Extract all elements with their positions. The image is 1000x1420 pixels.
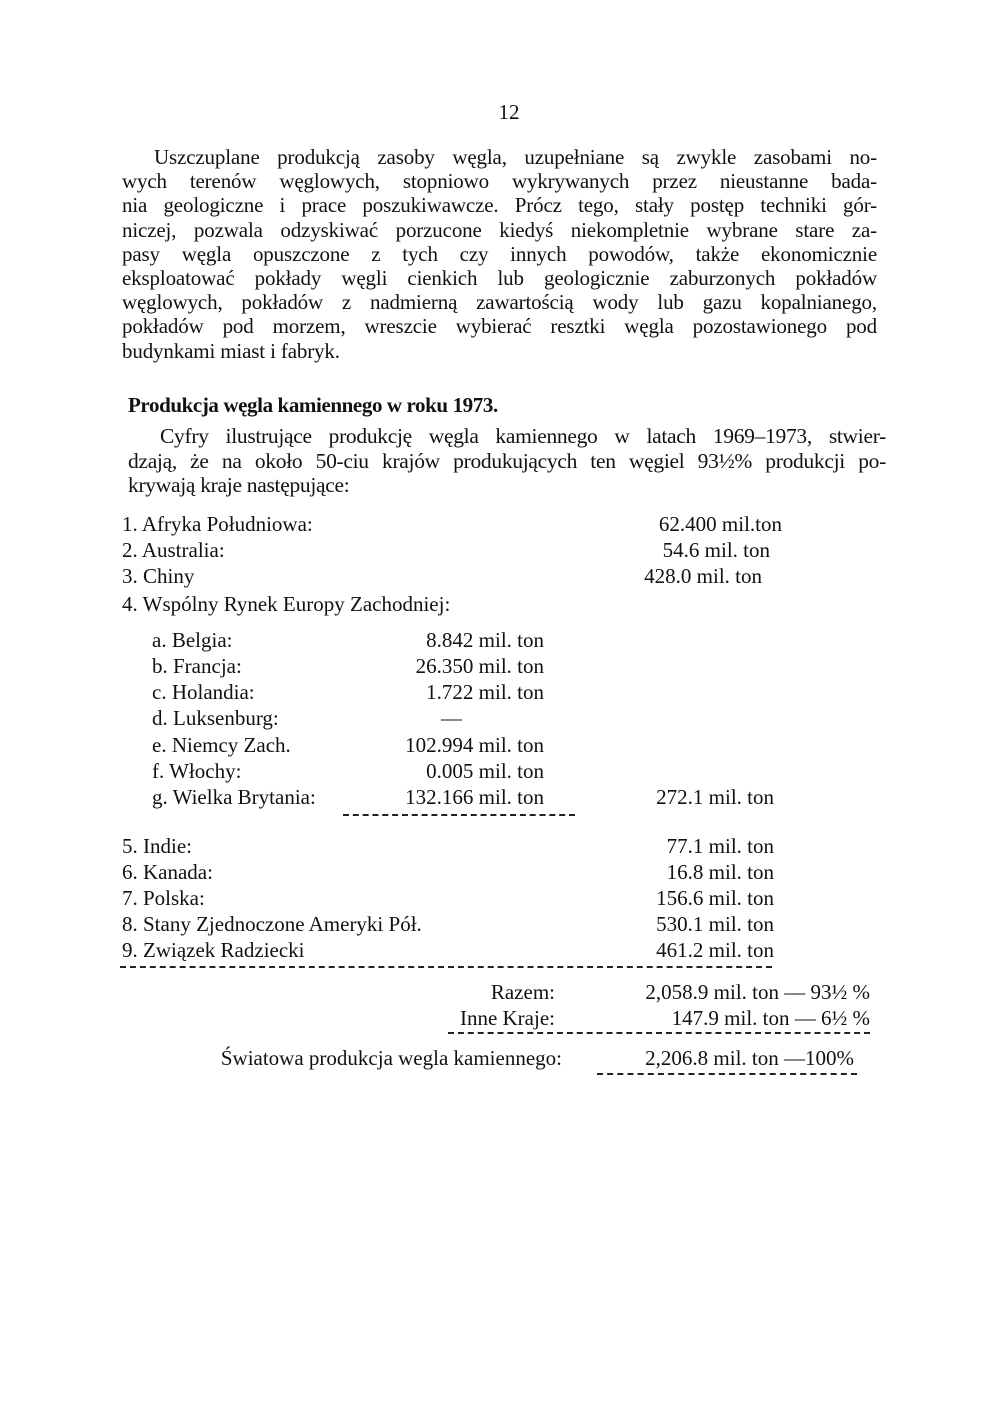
countries-divider [120, 966, 772, 968]
member-label: f. Włochy: [152, 759, 242, 783]
summary-row-inne-kraje [0, 1006, 1000, 1032]
member-label: d. Luksenburg: [152, 706, 279, 730]
country-row [122, 834, 782, 860]
paragraph-line: krywają kraje następujące: [128, 473, 350, 497]
country-label: 2. Australia: [122, 538, 225, 562]
member-row [152, 759, 552, 785]
country-row [122, 564, 782, 590]
country-row [122, 938, 782, 964]
country-label: 5. Indie: [122, 834, 192, 858]
section-heading: Produkcja węgla kamiennego w roku 1973. [128, 393, 498, 417]
member-value: 102.994 mil. ton [405, 733, 544, 757]
summary-label: Światowa produkcja wegla kamiennego: [220, 1046, 562, 1070]
member-value: 8.842 mil. ton [426, 628, 544, 652]
country-value: 428.0 mil. ton [644, 564, 762, 588]
country-label: 8. Stany Zjednoczone Ameryki Pół. [122, 912, 422, 936]
country-row [122, 512, 782, 538]
country-value: 461.2 mil. ton [656, 938, 774, 962]
paragraph-line: pokładów pod morzem, wreszcie wybierać resztki węgla pozostawionego pod [122, 314, 877, 339]
summary-value: 2,058.9 mil. ton — 93½ % [645, 980, 870, 1004]
paragraph-line: węglowych, pokładów z nadmierną zawartością wody lub gazu kopalnianego, [122, 290, 877, 315]
country-row [122, 592, 782, 618]
section-intro-paragraph [128, 424, 886, 498]
summary-divider [448, 1032, 870, 1034]
paragraph-line: niczej, pozwala odzyskiwać porzucone kiedyś niekompletnie wybrane stare za- [122, 217, 877, 242]
paragraph-line: dzają, że na około 50-ciu krajów produkujących ten węgiel 93½% produkcji po- [128, 448, 886, 473]
intro-paragraph [122, 145, 877, 363]
paragraph-line: Uszczuplane produkcją zasoby węgla, uzupełniane są zwykle zasobami no- [154, 145, 877, 169]
member-label: e. Niemcy Zach. [152, 733, 291, 757]
paragraph-line: Cyfry ilustrujące produkcję węgla kamiennego w latach 1969–1973, stwier- [160, 424, 886, 448]
member-label: a. Belgia: [152, 628, 233, 652]
country-label: 7. Polska: [122, 886, 205, 910]
country-value: 54.6 mil. ton [662, 538, 770, 562]
country-value: 77.1 mil. ton [666, 834, 774, 858]
country-row [122, 538, 782, 564]
member-row [152, 785, 552, 811]
member-row [152, 654, 552, 680]
world-total-underline [597, 1073, 857, 1075]
paragraph-line: pasy węgla opuszczone z tych czy innych powodów, także ekonomicznie [122, 241, 877, 266]
country-label: 9. Związek Radziecki [122, 938, 305, 962]
member-label: b. Francja: [152, 654, 242, 678]
paragraph-line: wych terenów węglowych, stopniowo wykrywanych przez nieustanne bada- [122, 169, 877, 194]
member-label: g. Wielka Brytania: [152, 785, 316, 809]
country-value: 62.400 mil.ton [658, 512, 782, 536]
country-row [122, 860, 782, 886]
paragraph-line: eksploatować pokłady węgli cienkich lub geologicznie zaburzonych pokładów [122, 266, 877, 291]
member-row [152, 628, 552, 654]
common-market-total: 272.1 mil. ton [656, 785, 774, 809]
summary-label: Inne Kraje: [459, 1006, 555, 1030]
member-row [152, 680, 552, 706]
country-label: 3. Chiny [122, 564, 195, 588]
paragraph-line: budynkami miast i fabryk. [122, 338, 340, 363]
member-value: — [441, 706, 462, 730]
member-row [152, 706, 552, 732]
summary-value: 2,206.8 mil. ton —100% [645, 1046, 854, 1070]
summary-label: Razem: [490, 980, 555, 1004]
country-value: 530.1 mil. ton [656, 912, 774, 936]
country-value: 16.8 mil. ton [666, 860, 774, 884]
country-row [122, 912, 782, 938]
member-label: c. Holandia: [152, 680, 255, 704]
member-value: 1.722 mil. ton [426, 680, 544, 704]
country-label: 1. Afryka Południowa: [122, 512, 313, 536]
page-number: 12 [498, 100, 520, 124]
country-value: 156.6 mil. ton [656, 886, 774, 910]
country-label: 4. Wspólny Rynek Europy Zachodniej: [122, 592, 451, 616]
subtotal-divider [343, 814, 575, 816]
summary-row-world [0, 1046, 1000, 1072]
summary-row-razem [0, 980, 1000, 1006]
member-value: 0.005 mil. ton [426, 759, 544, 783]
summary-value: 147.9 mil. ton — 6½ % [671, 1006, 870, 1030]
member-value: 26.350 mil. ton [415, 654, 544, 678]
paragraph-line: nia geologiczne i prace poszukiwawcze. Prócz tego, stały postęp techniki gór- [122, 193, 877, 218]
member-value: 132.166 mil. ton [405, 785, 544, 809]
member-row [152, 733, 552, 759]
country-label: 6. Kanada: [122, 860, 213, 884]
country-row [122, 886, 782, 912]
